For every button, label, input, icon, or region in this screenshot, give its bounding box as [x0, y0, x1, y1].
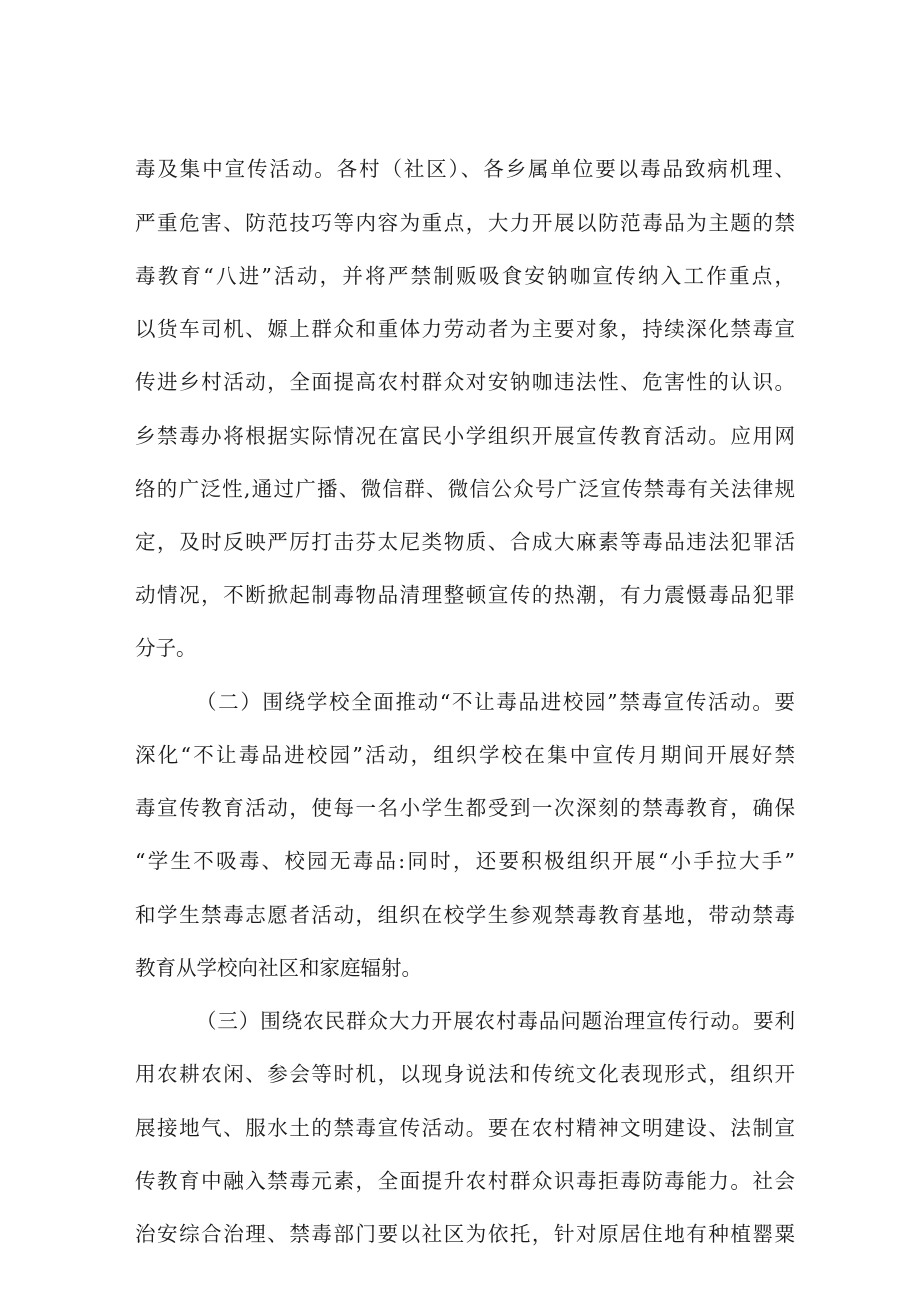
text-line: 动情况，不断掀起制毒物品清理整顿宣传的热潮，有力震慑毒品犯罪 [135, 583, 795, 607]
text-line: 毒宣传教育活动，使每一名小学生都受到一次深刻的禁毒教育，确保 [135, 796, 795, 820]
section-heading-line: （二）围绕学校全面推动“不让毒品进校园”禁毒宣传活动。要 [196, 690, 795, 714]
text-line: 展接地气、服水土的禁毒宣传活动。要在农村精神文明建设、法制宣 [135, 1116, 795, 1140]
text-line: “学生不吸毒、校园无毒品:同时，还要积极组织开展“小手拉大手” [135, 849, 795, 873]
section-heading-line: （三）围绕农民群众大力开展农村毒品问题治理宣传行动。要利 [196, 1009, 795, 1033]
text-line: 传教育中融入禁毒元素，全面提升农村群众识毒拒毒防毒能力。社会 [135, 1169, 795, 1193]
text-line: 分子。 [135, 636, 197, 660]
text-line: 络的广泛性,通过广播、微信群、微信公众号广泛宣传禁毒有关法律规 [135, 477, 795, 501]
text-line: 传进乡村活动，全面提高农村群众对安钠咖违法性、危害性的认识。 [135, 370, 795, 394]
text-line: 定，及时反映严厉打击芬太尼类物质、合成大麻素等毒品违法犯罪活 [135, 530, 795, 554]
text-line: 毒及集中宣传活动。各村（社区）、各乡属单位要以毒品致病机理、 [135, 157, 795, 181]
text-line: 教育从学校向社区和家庭辐射。 [135, 956, 422, 980]
text-line: 毒教育“八进”活动，并将严禁制贩吸食安钠咖宣传纳入工作重点， [135, 264, 795, 288]
text-line: 治安综合治理、禁毒部门要以社区为依托，针对原居住地有种植罂粟 [135, 1222, 795, 1246]
text-line: 深化“不让毒品进校园”活动，组织学校在集中宣传月期间开展好禁 [135, 743, 795, 767]
text-line: 乡禁毒办将根据实际情况在富民小学组织开展宣传教育活动。应用网 [135, 424, 795, 448]
text-line: 以货车司机、嫄上群众和重体力劳动者为主要对象，持续深化禁毒宣 [135, 317, 795, 341]
text-line: 和学生禁毒志愿者活动，组织在校学生参观禁毒教育基地，带动禁毒 [135, 903, 795, 927]
text-line: 用农耕农闲、参会等时机，以现身说法和传统文化表现形式，组织开 [135, 1062, 795, 1086]
text-line: 严重危害、防范技巧等内容为重点，大力开展以防范毒品为主题的禁 [135, 211, 795, 235]
